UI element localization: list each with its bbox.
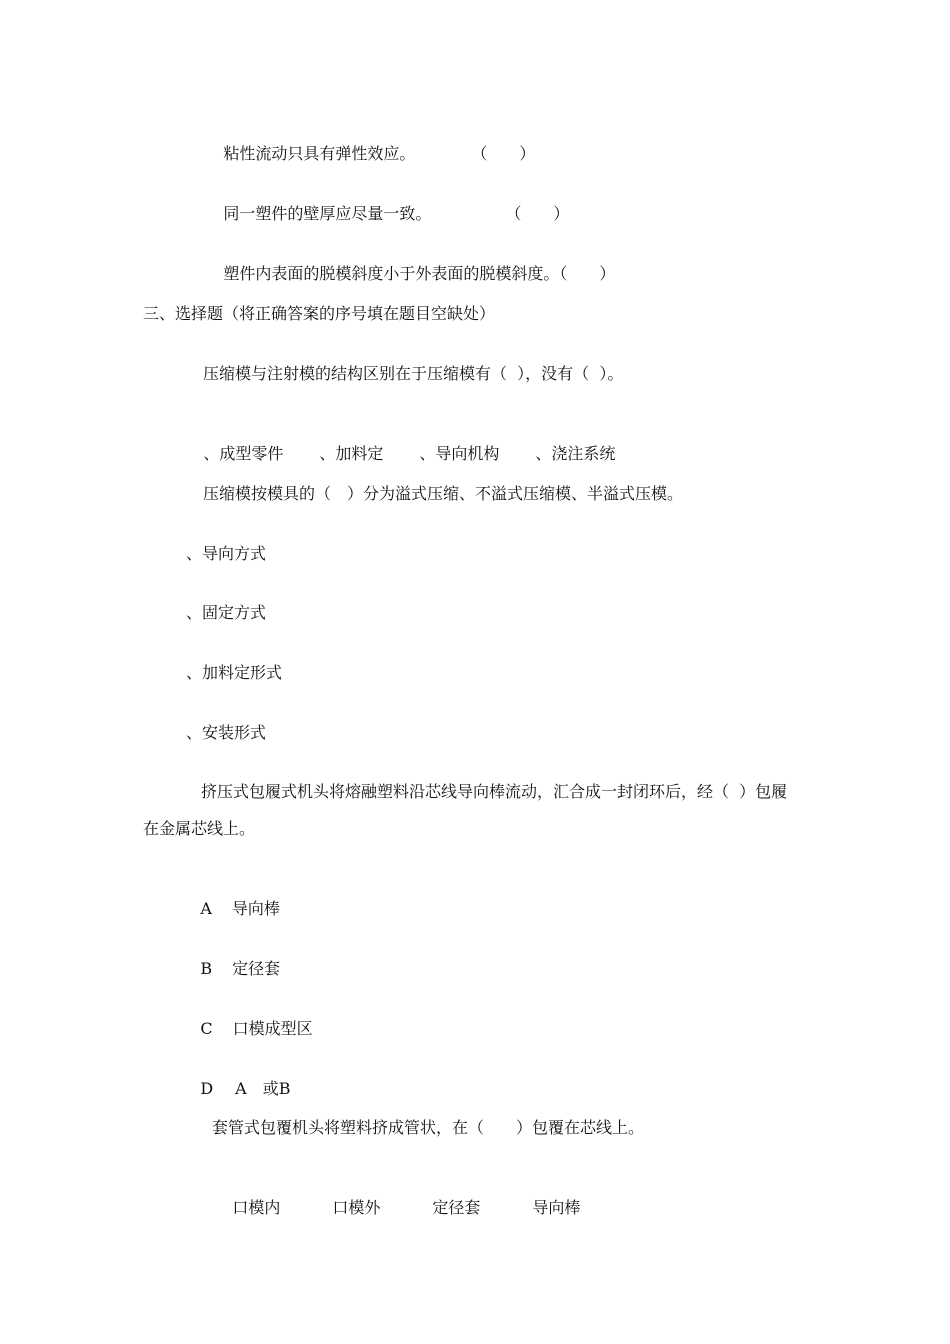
mc-question-1: 压缩模与注射模的结构区别在于压缩模有（ ），没有（ ）。: [203, 364, 624, 383]
tf-question-text: 同一塑件的壁厚应尽量一致。: [223, 204, 432, 223]
option-item: 、导向方式: [186, 544, 267, 563]
option-item: 、导向机构: [419, 444, 500, 463]
option-item: 、固定方式: [186, 603, 267, 622]
option-item: 口模内: [232, 1198, 281, 1217]
section-title: 三、选择题（将正确答案的序号填在题目空缺处）: [143, 304, 496, 323]
mc-question-4: 套管式包覆机头将塑料挤成管状，在（ ）包覆在芯线上。: [212, 1118, 645, 1137]
option-letter: D: [200, 1079, 214, 1098]
tf-question-text: 粘性流动只具有弹性效应。: [223, 144, 416, 163]
mc-question-3-line-1: 挤压式包履式机头将熔融塑料沿芯线导向棒流动，汇合成一封闭环后，经（ ）包履: [201, 782, 788, 801]
answer-parens: （ ）: [559, 264, 616, 283]
option-item: 口模外: [332, 1198, 381, 1217]
option-item: 、成型零件: [203, 444, 284, 463]
option-label: 定径套: [232, 959, 281, 978]
tf-question-1: [203, 124, 535, 184]
tf-question-text: 塑件内表面的脱模斜度小于外表面的脱模斜度。: [223, 264, 560, 283]
answer-parens: （ ）: [505, 204, 570, 223]
option-letter: C: [200, 1019, 213, 1038]
option-letter: B: [200, 959, 213, 978]
option-item: [180, 879, 280, 939]
option-item: 、浇注系统: [535, 444, 616, 463]
option-item: [180, 939, 280, 999]
option-letter: A: [200, 899, 212, 918]
option-label: A 或B: [235, 1079, 291, 1098]
option-label: 口模成型区: [232, 1019, 313, 1038]
mc-question-3-line-2: 在金属芯线上。: [143, 819, 256, 838]
tf-question-2: [203, 184, 569, 244]
mc-question-2: 压缩模按模具的（ ）分为溢式压缩、不溢式压缩模、半溢式压模。: [203, 484, 684, 503]
option-item: 、加料定: [319, 444, 384, 463]
option-item: 导向棒: [532, 1198, 581, 1217]
mc-options-row: [212, 1178, 580, 1238]
option-item: 、安装形式: [186, 723, 267, 742]
option-item: 定径套: [432, 1198, 481, 1217]
mc-options-row: [183, 424, 615, 484]
option-label: 导向棒: [231, 899, 280, 918]
tf-question-3: [203, 244, 615, 304]
option-item: 、加料定形式: [186, 663, 283, 682]
option-item: [180, 999, 313, 1059]
option-item: [180, 1059, 291, 1119]
answer-parens: （ ）: [471, 144, 536, 163]
